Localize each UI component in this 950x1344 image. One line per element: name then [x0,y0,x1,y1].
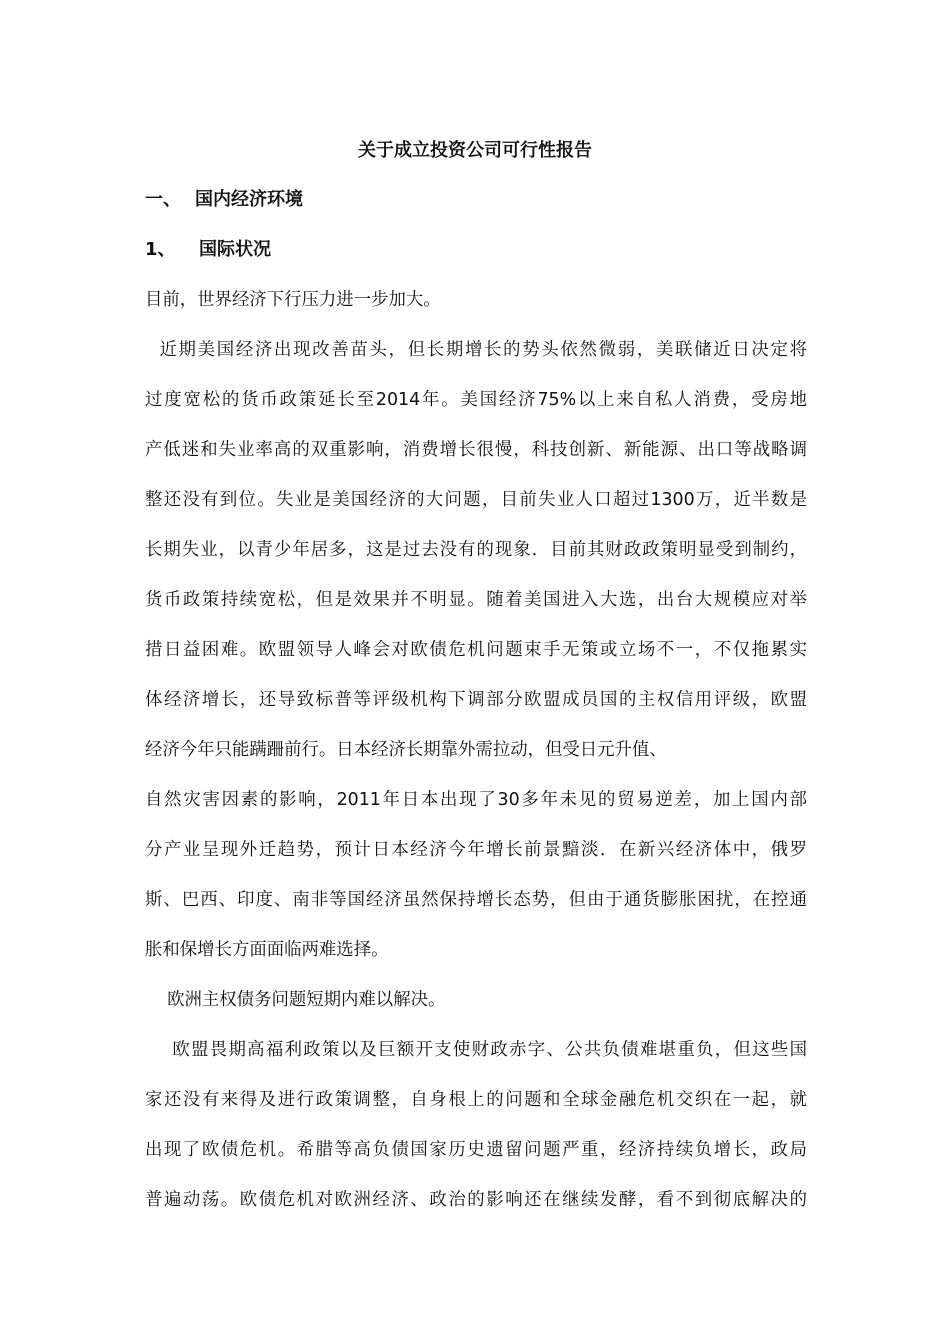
subsection-heading [145,237,271,263]
text-line: 货币政策持续宽松，但是效果并不明显。随着美国进入大选，出台大规模应对举 [145,590,807,610]
document-title: 关于成立投资公司可行性报告 [358,140,592,161]
text-line: 欧盟畏期高福利政策以及巨额开支使财政赤字、公共负债难堪重负，但这些国 [145,1040,807,1060]
text-line: 家还没有来得及进行政策调整，自身根上的问题和全球金融危机交织在一起，就 [145,1090,807,1110]
text-line: 长期失业，以青少年居多，这是过去没有的现象．目前其财政政策明显受到制约， [145,540,807,560]
text-line: 自然灾害因素的影响，2011年日本出现了30多年未见的贸易逆差，加上国内部 [145,790,807,810]
text-line: 措日益困难。欧盟领导人峰会对欧债危机问题束手无策或立场不一，不仅拖累实 [145,640,807,660]
section-number: 一、 [145,189,181,210]
text-line: 整还没有到位。失业是美国经济的大问题，目前失业人口超过1300万，近半数是 [145,490,807,510]
text-line: 体经济增长，还导致标普等评级机构下调部分欧盟成员国的主权信用评级，欧盟 [145,690,807,710]
text-line: 近期美国经济出现改善苗头，但长期增长的势头依然微弱，美联储近日决定将 [145,340,807,360]
text-line: 欧洲主权债务问题短期内难以解决。 [145,990,446,1010]
text-line: 出现了欧债危机。希腊等高负债国家历史遗留问题严重，经济持续负增长，政局 [145,1140,807,1160]
section-heading [145,187,303,213]
text-line: 斯、巴西、印度、南非等国经济虽然保持增长态势，但由于通货膨胀困扰，在控通 [145,890,807,910]
text-line: 过度宽松的货币政策延长至2014年。美国经济75%以上来自私人消费，受房地 [145,390,807,410]
text-line: 目前，世界经济下行压力进一步加大。 [145,290,441,310]
subsection-title: 国际状况 [199,239,271,260]
subsection-number: 1、 [145,239,176,260]
text-line: 胀和保增长方面面临两难选择。 [145,940,389,960]
section-title: 国内经济环境 [195,189,303,210]
text-line: 经济今年只能蹒跚前行。日本经济长期靠外需拉动，但受日元升值、 [145,740,667,760]
text-line: 产低迷和失业率高的双重影响，消费增长很慢，科技创新、新能源、出口等战略调 [145,440,807,460]
text-line: 普遍动荡。欧债危机对欧洲经济、政治的影响还在继续发酵，看不到彻底解决的 [145,1190,807,1210]
text-line: 分产业呈现外迁趋势，预计日本经济今年增长前景黯淡．在新兴经济体中，俄罗 [145,840,807,860]
